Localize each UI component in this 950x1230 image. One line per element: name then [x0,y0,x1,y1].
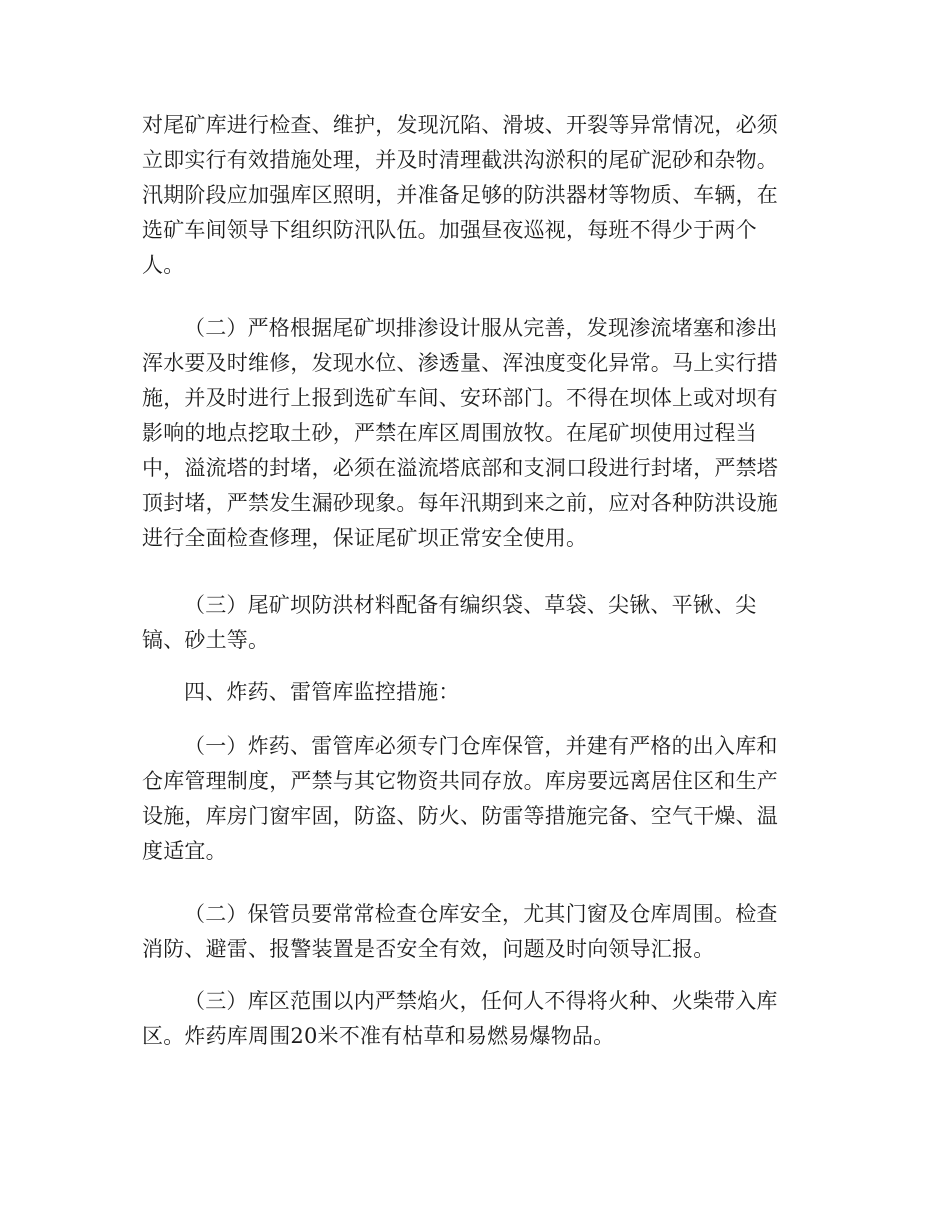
text-line: 度适宜。 [142,839,227,863]
text-line: （二）保管员要常常检查仓库安全，尤其门窗及仓库周围。检查 [184,902,778,926]
paragraph-keeper-inspection [142,897,842,967]
text-line: 立即实行有效措施处理，并及时清理截洪沟淤积的尾矿泥砂和杂物。 [142,148,778,172]
paragraph-flood-materials [142,588,842,658]
text-line: 浑水要及时维修，发现水位、渗透量、浑浊度变化异常。马上实行措 [142,351,778,375]
text-line: 顶封堵，严禁发生漏砂现象。每年汛期到来之前，应对各种防洪设施 [142,491,778,515]
text-line: 进行全面检查修理，保证尾矿坝正常安全使用。 [142,526,588,550]
text-line: 汛期阶段应加强库区照明，并准备足够的防洪器材等物质、车辆，在 [142,183,778,207]
text-line: 仓库管理制度，严禁与其它物资共同存放。库房要远离居住区和生产 [142,769,778,793]
text-line: （三）尾矿坝防洪材料配备有编织袋、草袋、尖锹、平锹、尖 [184,593,757,617]
paragraph-seepage-design [142,311,842,556]
text-line: （二）严格根据尾矿坝排渗设计服从完善，发现渗流堵塞和渗出 [184,316,778,340]
text-line: 设施，库房门窗牢固，防盗、防火、防雷等措施完备、空气干燥、温 [142,804,778,828]
text-line: 施，并及时进行上报到选矿车间、安环部门。不得在坝体上或对坝有 [142,386,778,410]
text-line: 人。 [142,253,185,277]
text-line: 影响的地点挖取土砂，严禁在库区周围放牧。在尾矿坝使用过程当 [142,421,757,445]
section-heading [142,675,842,710]
text-line: 对尾矿库进行检查、维护，发现沉陷、滑坡、开裂等异常情况，必须 [142,113,778,137]
heading-text: 四、炸药、雷管库监控措施： [184,680,460,704]
text-line: 消防、避雷、报警装置是否安全有效，问题及时向领导汇报。 [142,937,715,961]
text-line: 选矿车间领导下组织防汛队伍。加强昼夜巡视，每班不得少于两个 [142,218,757,242]
paragraph-explosives-storage [142,729,842,869]
text-line: 镐、砂土等。 [142,628,270,652]
paragraph-fire-prohibition [142,984,842,1054]
text-line: 中，溢流塔的封堵，必须在溢流塔底部和支洞口段进行封堵，严禁塔 [142,456,778,480]
text-line: 区。炸药库周围20米不准有枯草和易燃易爆物品。 [142,1024,615,1048]
text-line: （三）库区范围以内严禁焰火，任何人不得将火种、火柴带入库 [184,989,778,1013]
text-line: （一）炸药、雷管库必须专门仓库保管，并建有严格的出入库和 [184,734,778,758]
paragraph-tailings-inspection [142,108,842,283]
